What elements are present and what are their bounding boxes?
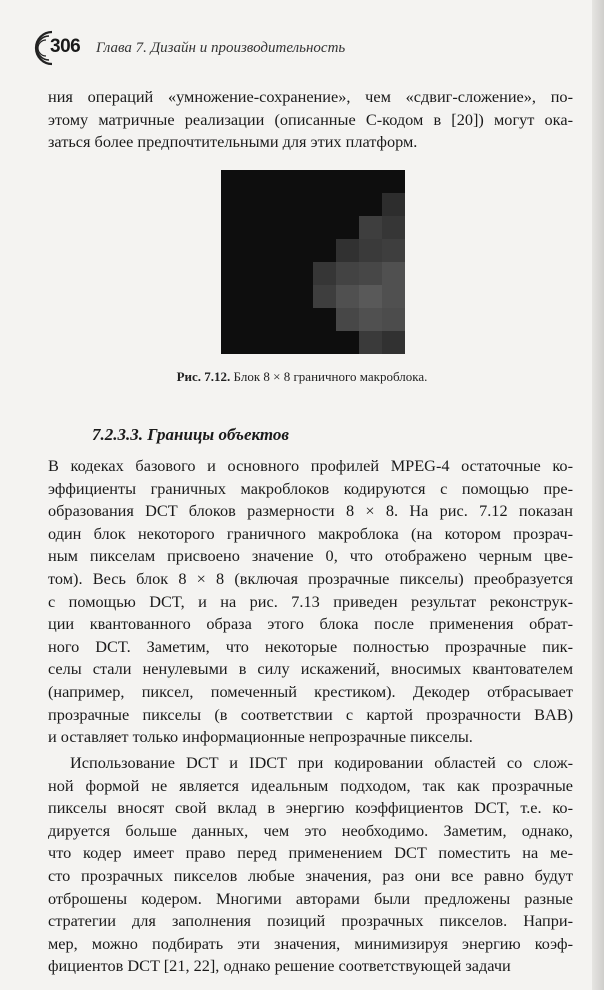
text-line: прозрачные пикселы (в соответствии с картой прозрачности BAB) xyxy=(48,704,573,724)
text-line: фициентов DCT [21, 22], однако решение соответствующей задачи xyxy=(48,956,511,976)
block-pixel xyxy=(382,285,405,309)
block-pixel xyxy=(382,216,405,240)
figure-caption-label: Рис. 7.12. xyxy=(176,369,231,384)
block-pixel xyxy=(267,216,291,240)
block-pixel xyxy=(244,193,268,217)
block-pixel xyxy=(221,331,245,354)
block-pixel xyxy=(221,239,245,263)
page-number: 306 xyxy=(50,36,81,57)
text-line: пикселы вносят свой вклад в энергию коэффициентов DCT, т.е. ко- xyxy=(48,798,573,818)
block-pixel xyxy=(336,262,360,286)
block-pixel xyxy=(336,285,360,309)
block-pixel xyxy=(221,170,245,194)
text-line: что кодер имеет право перед применением DCT поместить на ме- xyxy=(48,843,573,863)
block-pixel xyxy=(336,170,360,194)
block-pixel xyxy=(267,262,291,286)
block-pixel xyxy=(313,262,337,286)
block-pixel xyxy=(221,262,245,286)
text-line: дируется больше данных, чем это необходимо. Заметим, однако, xyxy=(48,820,573,840)
block-pixel xyxy=(359,262,383,286)
block-pixel xyxy=(359,308,383,332)
text-line: ной формой не является идеальным подходом, так как прозрачные xyxy=(48,775,573,795)
figure-caption xyxy=(0,369,604,385)
block-pixel xyxy=(290,193,314,217)
block-pixel xyxy=(290,216,314,240)
text-line: этому матричные реализации (описанные С-кодом в [20]) могут ока- xyxy=(48,109,573,129)
block-pixel xyxy=(290,239,314,263)
block-pixel xyxy=(382,239,405,263)
block-pixel xyxy=(290,262,314,286)
text-line: стратегии для заполнения позиций прозрачных пикселов. Напри- xyxy=(48,911,573,931)
block-pixel xyxy=(221,193,245,217)
block-pixel xyxy=(336,239,360,263)
block-pixel xyxy=(359,331,383,354)
block-pixel xyxy=(244,308,268,332)
macroblock-figure xyxy=(221,170,405,354)
block-pixel xyxy=(313,331,337,354)
block-pixel xyxy=(267,331,291,354)
block-pixel xyxy=(244,216,268,240)
block-pixel xyxy=(313,308,337,332)
text-line: ного DCT. Заметим, что некоторые полностью прозрачные пик- xyxy=(48,636,573,656)
block-pixel xyxy=(313,170,337,194)
block-pixel xyxy=(382,170,405,194)
text-line: селы стали ненулевыми в силу искажений, вносимых квантователем xyxy=(48,659,573,679)
block-pixel xyxy=(336,308,360,332)
text-line: В кодеках базового и основного профилей MPEG-4 остаточные ко- xyxy=(48,456,573,475)
block-pixel xyxy=(336,331,360,354)
page-spine-shadow xyxy=(592,0,604,990)
text-line: Использование DCT и IDCT при кодировании областей со слож- xyxy=(70,753,573,772)
block-pixel xyxy=(290,331,314,354)
text-line: заться более предпочтительными для этих платформ. xyxy=(48,132,418,152)
text-line: с помощью DCT, и на рис. 7.13 приведен результат реконструк- xyxy=(48,591,573,611)
block-pixel xyxy=(221,216,245,240)
block-pixel xyxy=(221,285,245,309)
block-pixel xyxy=(359,216,383,240)
text-line: эффициенты граничных макроблоков кодируются с помощью пре- xyxy=(48,478,573,498)
block-pixel xyxy=(382,193,405,217)
figure-caption-text: Блок 8 × 8 граничного макроблока. xyxy=(233,369,428,384)
block-pixel xyxy=(313,216,337,240)
block-pixel xyxy=(244,170,268,194)
block-pixel xyxy=(221,308,245,332)
running-header xyxy=(30,28,570,68)
block-pixel xyxy=(267,239,291,263)
block-pixel xyxy=(382,262,405,286)
block-pixel xyxy=(290,285,314,309)
intro-paragraph xyxy=(48,86,573,154)
block-pixel xyxy=(359,239,383,263)
block-pixel xyxy=(313,193,337,217)
text-line: ным пикселам присвоено значение 0, что отображено черным цве- xyxy=(48,546,573,566)
block-pixel xyxy=(267,308,291,332)
block-pixel xyxy=(244,285,268,309)
block-pixel xyxy=(382,331,405,354)
paragraph-1 xyxy=(48,455,573,749)
text-line: ния операций «умножение-сохранение», чем «сдвиг-сложение», по- xyxy=(48,87,573,106)
chapter-title: Глава 7. Дизайн и производительность xyxy=(96,40,346,56)
text-line: один блок некоторого граничного макроблока (на котором прозрач- xyxy=(48,523,573,543)
text-line: ции квантованного образа этого блока после применения обрат- xyxy=(48,614,573,634)
text-line: (например, пиксел, помеченный крестиком). Декодер отбрасывает xyxy=(48,681,573,701)
text-line: образования DCT блоков размерности 8 × 8. На рис. 7.12 показан xyxy=(48,501,573,521)
block-pixel xyxy=(244,331,268,354)
paragraph-2 xyxy=(48,752,573,978)
block-pixel xyxy=(382,308,405,332)
block-pixel xyxy=(313,239,337,263)
text-line: том). Весь блок 8 × 8 (включая прозрачные пикселы) преобразуется xyxy=(48,568,573,588)
block-pixel xyxy=(336,193,360,217)
text-line: мер, можно подбирать эти значения, минимизируя энергию коэф- xyxy=(48,933,573,953)
text-line: сто прозрачных пикселов любые значения, раз они все равно будут xyxy=(48,865,573,885)
block-pixel xyxy=(359,285,383,309)
block-pixel xyxy=(267,170,291,194)
block-pixel xyxy=(336,216,360,240)
block-pixel xyxy=(290,170,314,194)
block-pixel xyxy=(244,262,268,286)
block-pixel xyxy=(267,285,291,309)
text-line: отброшены кодером. Многими авторами были предложены разные xyxy=(48,888,573,908)
block-pixel xyxy=(267,193,291,217)
block-pixel xyxy=(359,170,383,194)
block-pixel xyxy=(359,193,383,217)
block-pixel xyxy=(290,308,314,332)
text-line: и оставляет только информационные непрозрачные пикселы. xyxy=(48,727,473,747)
block-pixel xyxy=(244,239,268,263)
section-heading: 7.2.3.3. Границы объектов xyxy=(92,425,289,444)
block-pixel xyxy=(313,285,337,309)
